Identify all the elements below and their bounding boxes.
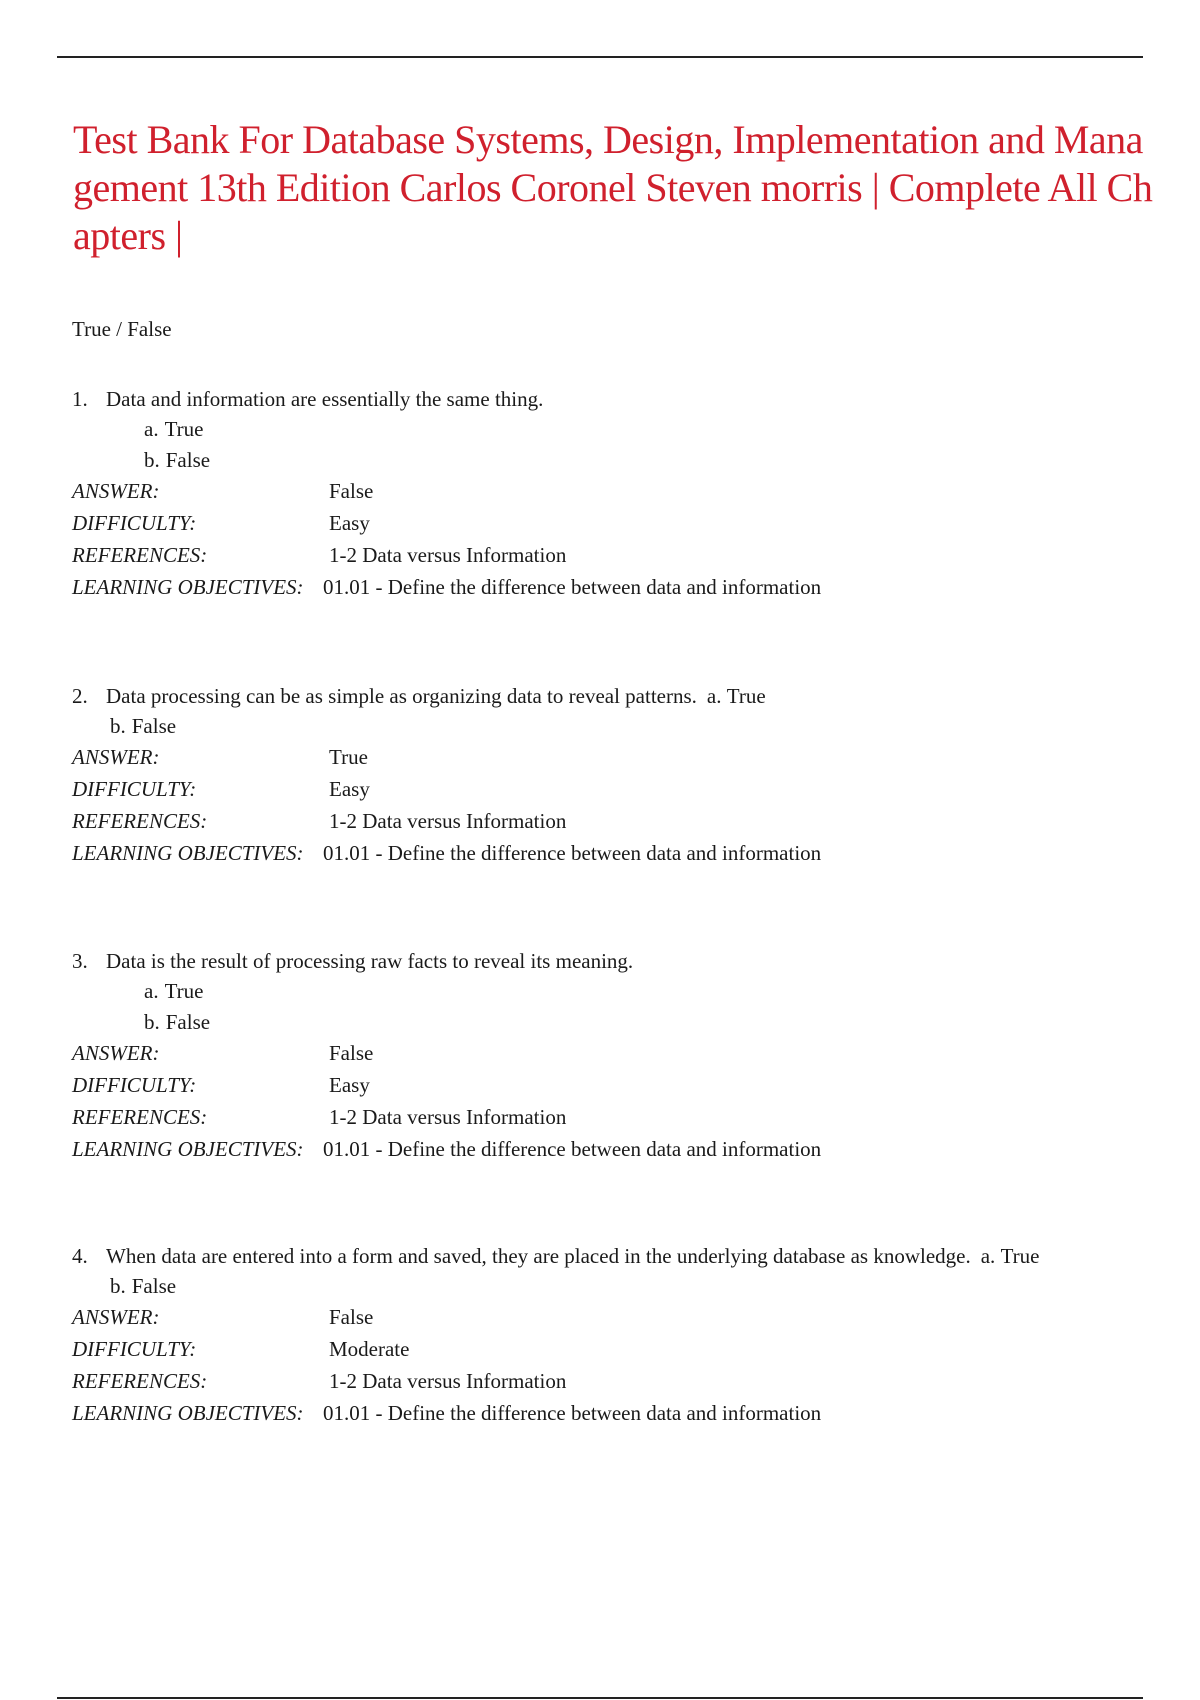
references-value: 1-2 Data versus Information [329, 1369, 567, 1393]
question-text: When data are entered into a form and saved, they are placed in the underlying database as knowledge. [106, 1244, 971, 1268]
question-stem [72, 946, 1132, 976]
question-number: 4. [72, 1244, 88, 1268]
question-stem [72, 681, 1132, 711]
learning-objectives-label: LEARNING OBJECTIVES: [72, 575, 304, 599]
references-row [72, 1366, 1132, 1398]
section-heading: True / False [72, 317, 172, 341]
learning-objectives-value: 01.01 - Define the difference between data and information [323, 1137, 822, 1161]
question-stem [72, 384, 1132, 414]
question-number: 2. [72, 684, 88, 708]
option-b: b. False [110, 1274, 177, 1298]
difficulty-value: Easy [329, 511, 370, 535]
option-a: a. True [980, 1244, 1040, 1268]
option-a-text: True [726, 684, 766, 708]
answer-value: False [329, 479, 374, 503]
answer-value: False [329, 1041, 374, 1065]
option-a: a. True [144, 979, 204, 1003]
references-value: 1-2 Data versus Information [329, 1105, 567, 1129]
learning-objectives-label: LEARNING OBJECTIVES: [72, 1137, 304, 1161]
learning-objectives-row [72, 572, 1132, 604]
references-label: REFERENCES: [72, 1105, 208, 1129]
answer-value: False [329, 1305, 374, 1329]
question-text: Data is the result of processing raw facts to reveal its meaning. [106, 949, 634, 973]
question-text: Data processing can be as simple as organizing data to reveal patterns. [106, 684, 697, 708]
answer-row [72, 742, 1132, 774]
difficulty-label: DIFFICULTY: [72, 1073, 197, 1097]
answer-label: ANSWER: [72, 1305, 160, 1329]
question-text-with-option-a [106, 1241, 1039, 1271]
document-title: Test Bank For Database Systems, Design, Implementation and Management 13th Edition Carlos Coronel Steven morris | Complete All Chapters | [73, 117, 1153, 258]
difficulty-value: Easy [329, 1073, 370, 1097]
option-b-text: False [165, 1010, 211, 1034]
learning-objectives-label: LEARNING OBJECTIVES: [72, 1401, 304, 1425]
question-1 [72, 384, 1132, 604]
learning-objectives-value: 01.01 - Define the difference between data and information [323, 1401, 822, 1425]
answer-row [72, 1038, 1132, 1070]
difficulty-value: Moderate [329, 1337, 410, 1361]
references-value: 1-2 Data versus Information [329, 809, 567, 833]
answer-row [72, 1302, 1132, 1334]
difficulty-row [72, 1070, 1132, 1102]
references-label: REFERENCES: [72, 809, 208, 833]
question-number: 3. [72, 949, 88, 973]
bottom-rule [57, 1697, 1143, 1699]
difficulty-row [72, 508, 1132, 540]
question-4 [72, 1241, 1132, 1430]
learning-objectives-row [72, 1134, 1132, 1166]
option-a: a. True [144, 417, 204, 441]
question-number: 1. [72, 387, 88, 411]
references-value: 1-2 Data versus Information [329, 543, 567, 567]
option-b-text: False [165, 448, 211, 472]
top-rule [57, 56, 1143, 58]
references-row [72, 540, 1132, 572]
difficulty-row [72, 774, 1132, 806]
difficulty-label: DIFFICULTY: [72, 777, 197, 801]
references-row [72, 806, 1132, 838]
option-a-text: True [164, 417, 204, 441]
references-label: REFERENCES: [72, 543, 208, 567]
answer-label: ANSWER: [72, 745, 160, 769]
option-a-text: True [164, 979, 204, 1003]
question-2 [72, 681, 1132, 870]
answer-label: ANSWER: [72, 1041, 160, 1065]
question-text: Data and information are essentially the same thing. [106, 387, 544, 411]
difficulty-row [72, 1334, 1132, 1366]
difficulty-label: DIFFICULTY: [72, 1337, 197, 1361]
difficulty-label: DIFFICULTY: [72, 511, 197, 535]
option-a-text: True [1000, 1244, 1040, 1268]
learning-objectives-value: 01.01 - Define the difference between data and information [323, 575, 822, 599]
question-stem [72, 1241, 1132, 1271]
difficulty-value: Easy [329, 777, 370, 801]
learning-objectives-value: 01.01 - Define the difference between data and information [323, 841, 822, 865]
learning-objectives-row [72, 1398, 1132, 1430]
option-b: b. False [144, 1010, 211, 1034]
option-b: b. False [144, 448, 211, 472]
learning-objectives-label: LEARNING OBJECTIVES: [72, 841, 304, 865]
option-a: a. True [706, 684, 766, 708]
option-b: b. False [110, 714, 177, 738]
question-text-with-option-a [106, 681, 766, 711]
answer-label: ANSWER: [72, 479, 160, 503]
option-b-text: False [131, 1274, 177, 1298]
references-row [72, 1102, 1132, 1134]
answer-value: True [329, 745, 368, 769]
learning-objectives-row [72, 838, 1132, 870]
option-b-text: False [131, 714, 177, 738]
references-label: REFERENCES: [72, 1369, 208, 1393]
answer-row [72, 476, 1132, 508]
question-3 [72, 946, 1132, 1166]
